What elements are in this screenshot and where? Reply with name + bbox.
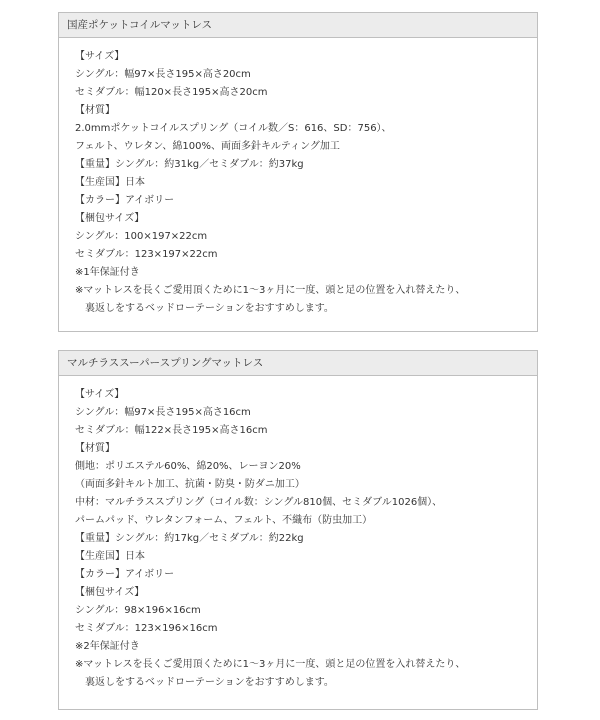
spec-line: 【カラー】アイボリー bbox=[75, 569, 175, 580]
spec-line: 【材質】 bbox=[75, 105, 115, 116]
spec-line: シングル：幅97×長さ195×高さ20cm bbox=[75, 69, 251, 80]
spec-line: シングル：98×196×16cm bbox=[75, 605, 201, 616]
spec-line: 裏返しをするベッドローテーションをおすすめします。 bbox=[85, 303, 334, 314]
spec-line: ※2年保証付き bbox=[75, 641, 140, 652]
spec-line: フェルト、ウレタン、綿100%、両面多針キルティング加工 bbox=[75, 141, 340, 152]
spec-box-title: マルチラススーパースプリングマットレス bbox=[59, 351, 537, 376]
spec-box-multi-spring bbox=[58, 350, 538, 710]
spec-line: シングル：100×197×22cm bbox=[75, 231, 208, 242]
spec-line: 【カラー】アイボリー bbox=[75, 195, 175, 206]
spec-line: パームパッド、ウレタンフォーム、フェルト、不織布（防虫加工） bbox=[75, 515, 373, 526]
spec-line: 【サイズ】 bbox=[75, 51, 125, 62]
spec-line: 裏返しをするベッドローテーションをおすすめします。 bbox=[85, 677, 334, 688]
spec-line: 【重量】シングル：約17kg／セミダブル：約22kg bbox=[75, 533, 304, 544]
spec-line: 【生産国】日本 bbox=[75, 177, 145, 188]
spec-line: （両面多針キルト加工、抗菌・防臭・防ダニ加工） bbox=[75, 479, 305, 490]
spec-line: 側地：ポリエステル60%、綿20%、レーヨン20% bbox=[75, 461, 301, 472]
spec-line: セミダブル：幅120×長さ195×高さ20cm bbox=[75, 87, 268, 98]
spec-box-body bbox=[59, 38, 537, 318]
spec-line: 中材：マルチラススプリング（コイル数：シングル810個、セミダブル1026個）、 bbox=[75, 497, 443, 508]
spec-line: 【材質】 bbox=[75, 443, 115, 454]
spec-line: 【重量】シングル：約31kg／セミダブル：約37kg bbox=[75, 159, 304, 170]
spec-line: セミダブル：幅122×長さ195×高さ16cm bbox=[75, 425, 268, 436]
spec-line: 【サイズ】 bbox=[75, 389, 125, 400]
spec-box-pocket-coil bbox=[58, 12, 538, 332]
spec-line: 【梱包サイズ】 bbox=[75, 587, 145, 598]
spec-line: セミダブル：123×196×16cm bbox=[75, 623, 218, 634]
spec-line: セミダブル：123×197×22cm bbox=[75, 249, 218, 260]
spec-box-body bbox=[59, 376, 537, 692]
spec-line: 2.0mmポケットコイルスプリング（コイル数／S：616、SD：756）、 bbox=[75, 123, 392, 134]
spec-box-title: 国産ポケットコイルマットレス bbox=[59, 13, 537, 38]
spec-line: ※1年保証付き bbox=[75, 267, 140, 278]
spec-line: 【梱包サイズ】 bbox=[75, 213, 145, 224]
spec-line: ※マットレスを長くご愛用頂くために1〜3ヶ月に一度、頭と足の位置を入れ替えたり、 bbox=[75, 285, 466, 296]
spec-line: シングル：幅97×長さ195×高さ16cm bbox=[75, 407, 251, 418]
spec-line: ※マットレスを長くご愛用頂くために1〜3ヶ月に一度、頭と足の位置を入れ替えたり、 bbox=[75, 659, 466, 670]
spec-line: 【生産国】日本 bbox=[75, 551, 145, 562]
